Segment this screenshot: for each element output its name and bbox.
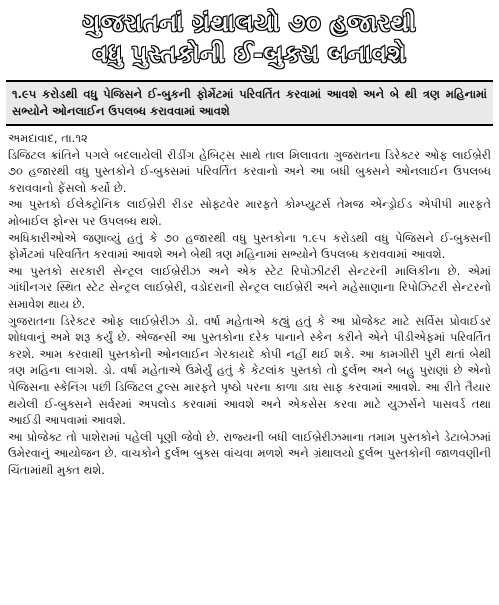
- paragraph: અધિકારીઓએ જણાવ્યું હતું કે ૭૦ હજારથી વધુ પુસ્તકોના ૧.૯૫ કરોડથી વધુ પેજિસને ઈ-બુક્સની ફોર્મેટમાં પરિવર્તિત કરવામાં આવશે અને બેથી ત્રણ મહિનામાં સભ્યોને ઉપલબ્ધ કરાવવામાં આવશે.: [8, 230, 491, 262]
- article-body: [0, 126, 499, 478]
- paragraph: આ પુસ્તકો ઈલેક્ટ્રોનિક લાઈબ્રેરી રીડર સોફ્ટવેર મારફતે કોમ્પ્યુટર્સ તેમજ એન્ડ્રોઈડ એપીપી મારફતે મોબાઈલ ફોન્સ પર ઉપલબ્ધ થશે.: [8, 197, 491, 228]
- headline: [0, 0, 499, 70]
- paragraph: ગુજરાતના ડિરેક્ટર ઓફ લાઈબ્રેરીઝ ડો. વર્ષા મહેતાએ કહ્યું હતું કે આ પ્રોજેક્ટ માટે સર્વિસ પ્રોવાઈડર શોધવાનું અમે શરૂ કર્યું છે. એજન્સી આ પુસ્તકોના દરેક પાનાને સ્કેન કરીને એને પીડીએફમાં પરિવર્તિત કરશે. આમ કરવાથી પુસ્તકોની ઓનલાઈન ગેરકાયદે કોપી નહીં થઈ શકે. આ કામગીરી પુરી થતાં બેથી ત્રણ મહિના લાગશે. ડો. વર્ષા મહેતાએ ઉમેર્યું હતું કે કેટલાંક પુસ્તકો તો દુર્લભ અને બહુ પુરાણાં છે એનો પેજિસના સ્કેનિંગ પછી ડિજિટલ ટુલ્સ મારફતે પૃષ્ઠો પરના કાળા ડાઘ સાફ કરવામાં આવશે. આ રીતે તૈયાર થયેલી ઈ-બુક્સને સર્વરમાં અપલોડ કરવામાં આવશે અને એકસેસ કરવા માટે યુઝર્સને પાસવર્ડ તથા આઈડી આપવામાં આવશે.: [8, 313, 491, 428]
- subheadline-deck: ૧.૯૫ કરોડથી વધુ પેજિસને ઈ-બુકની ફોર્મેટમાં પરિવર્તિત કરવામાં આવશે અને બે થી ત્રણ મહિનામાં સભ્યોને ઓનલાઈન ઉપલબ્ધ કરાવવામાં આવશે: [6, 80, 493, 126]
- paragraph: આ પ્રોજેક્ટ તો પાશેરામાં પહેલી પૂણી જેવો છે. રાજ્યની બધી લાઈબ્રેરીઝમાના તમામ પુસ્તકોને ડેટાબેઝમાં ઉમેરવાનું આયોજન છે. વાચકોને દુર્લભ બુક્સ વાંચવા મળશે અને ગ્રંથાલયો દુર્લભ પુસ્તકોની જાળવણીની ચિંતામાંથી મુક્ત થશે.: [8, 429, 491, 477]
- dateline: અમદાવાદ, તા.૧૨: [8, 131, 88, 145]
- headline-line-1: ગુજરાતનાં ગ્રંથાલયો ૭૦ હજારથી: [82, 9, 417, 37]
- paragraph: આ પુસ્તકો સરકારી સેન્ટ્રલ લાઈબ્રેરીઝ અને એક સ્ટેટ રિપોઝીટરી સેન્ટરની માલિકીના છે. એમાં ગાંધીનગર સ્થિત સ્ટેટ સેન્ટ્રલ લાઈબ્રેરી, વડોદરાની સેન્ટ્રલ લાઈબ્રેરી અને મહેસાણાના રિપોઝિટરી સેન્ટરનો સમાવેશ થાય છે.: [8, 263, 491, 311]
- headline-line-2: વધુ પુસ્તકોની ઈ-બુક્સ બનાવશે: [92, 40, 407, 68]
- paragraph: ડિજિટલ ક્રાંતિને પગલે બદલાયેલી રીડીંગ હેબિટ્સ સાથે તાલ મિલાવતા ગુજરાતના ડિરેક્ટર ઓફ લાઈબ્રેરી ૭૦ હજારથી વધુ પુસ્તકોને ઈ-બુક્સમાં પરિવર્તિત કરવાનો અને આ બધી બુક્સને ઓનલાઈન ઉપલબ્ધ કરાવવાનો ફેંસલો કર્યો છે.: [8, 147, 491, 195]
